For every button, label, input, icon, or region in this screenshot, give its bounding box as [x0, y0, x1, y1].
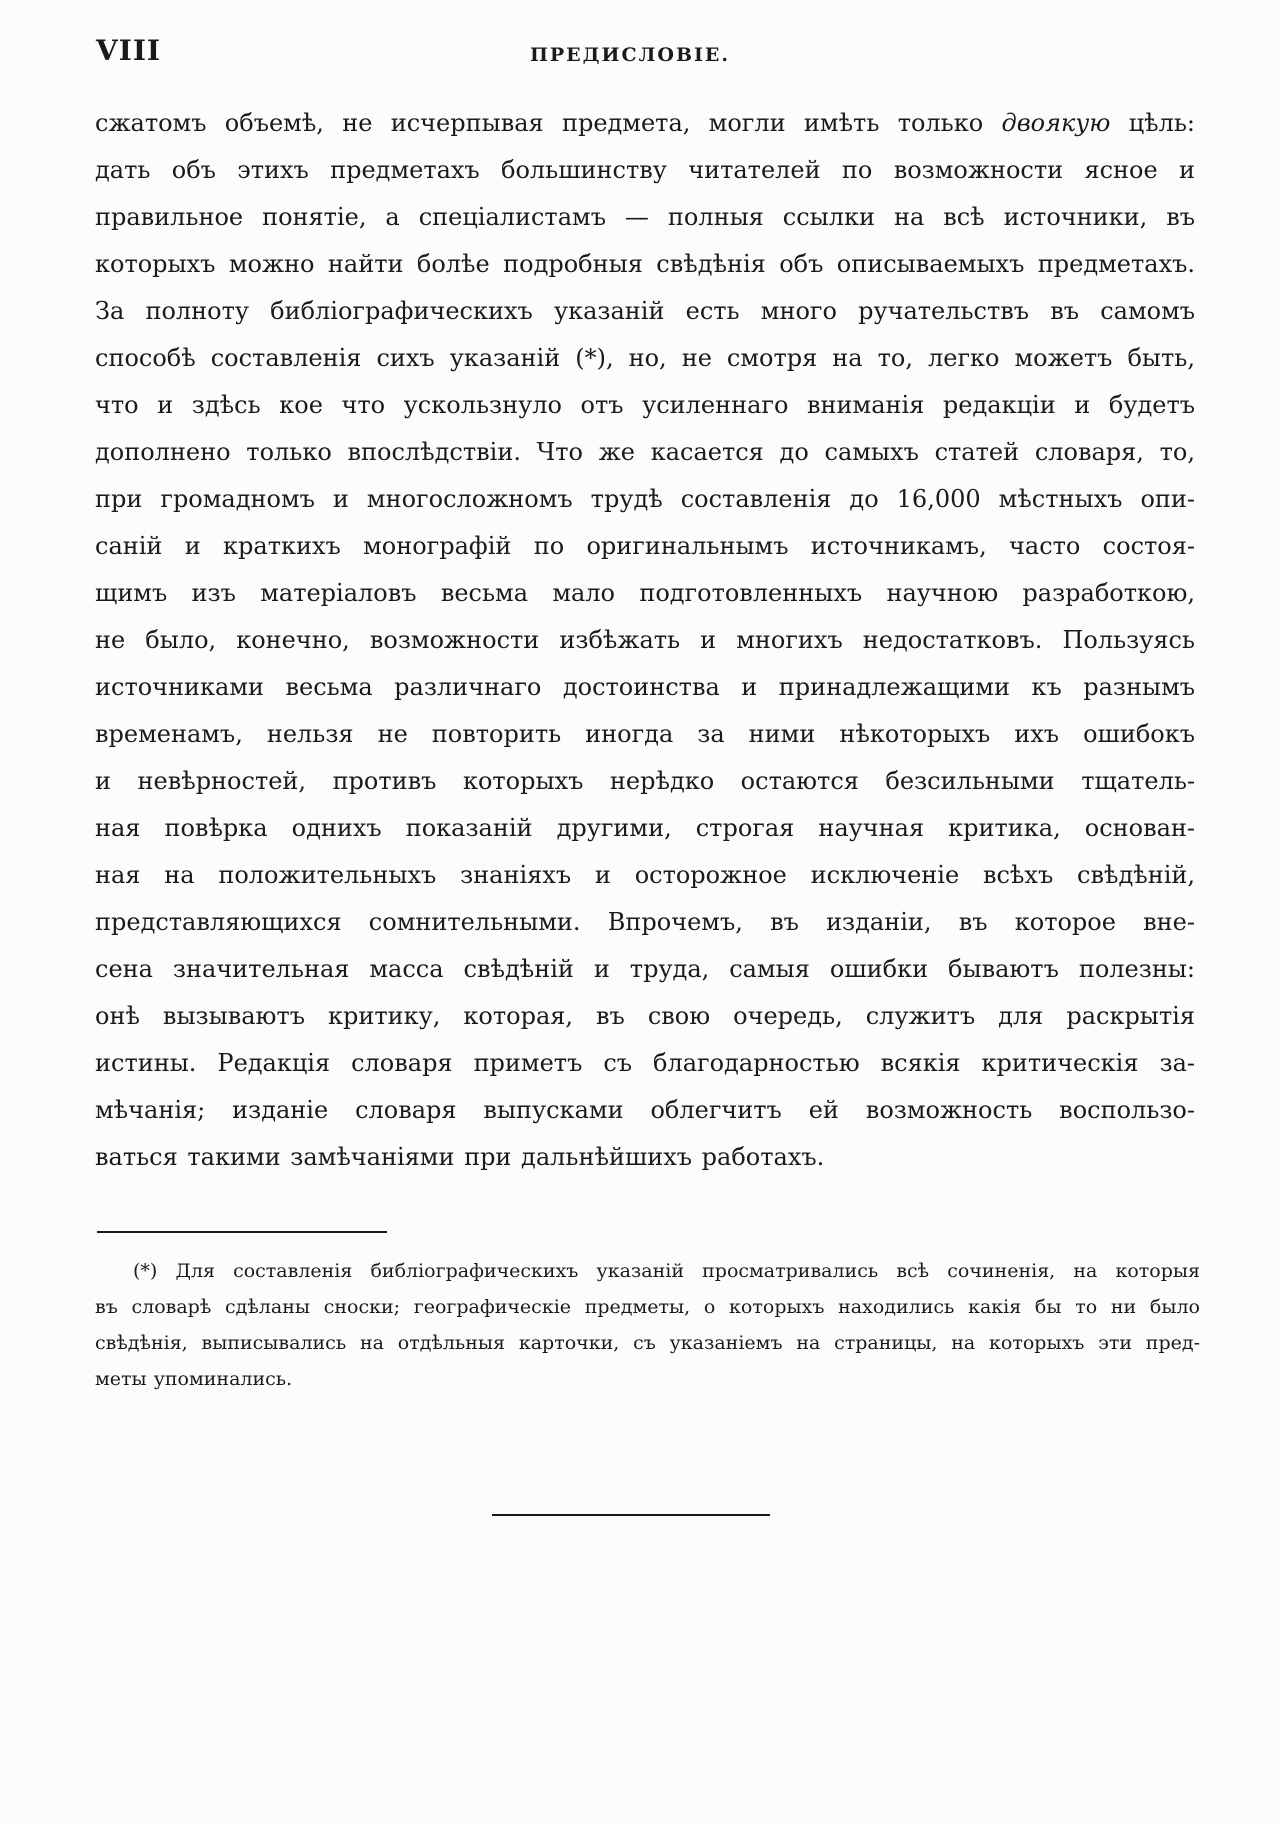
footnote-separator-rule: [97, 1231, 387, 1233]
footnote-line: меты упоминались.: [95, 1368, 293, 1390]
text-line: правильное понятіе, а спеціалистамъ — полныя ссылки на всѣ источники, въ: [95, 203, 1195, 231]
text-line: ная повѣрка однихъ показаній другими, строгая научная критика, основан-: [95, 814, 1195, 842]
text-line: дополнено только впослѣдствіи. Что же касается до самыхъ статей словаря, то,: [95, 438, 1195, 466]
text-line: [95, 100, 1195, 147]
text-line: сена значительная масса свѣдѣній и труда, самыя ошибки бываютъ полезны:: [95, 955, 1195, 983]
footnote-line: (*) Для составленія библіографическихъ указаній просматривались всѣ сочиненія, на которыя: [133, 1260, 1200, 1282]
text-line: что и здѣсь кое что ускользнуло отъ усиленнаго вниманія редакціи и будетъ: [95, 391, 1195, 419]
text-line: дать объ этихъ предметахъ большинству читателей по возможности ясное и: [95, 156, 1195, 184]
text-line: ная на положительныхъ знаніяхъ и осторожное исключеніе всѣхъ свѣдѣній,: [95, 861, 1195, 889]
text-segment: сжатомъ объемѣ, не исчерпывая предмета, могли имѣть только: [95, 109, 1002, 137]
footnote-line: въ словарѣ сдѣланы сноски; географическіе предметы, о которыхъ находились какія бы то ни было: [95, 1296, 1200, 1318]
text-line: мѣчанія; изданіе словаря выпусками облегчитъ ей возможность воспользо-: [95, 1096, 1195, 1124]
page-number: VIII: [96, 34, 162, 67]
text-line: ваться такими замѣчаніями при дальнѣйшихъ работахъ.: [95, 1143, 825, 1171]
text-line: онѣ вызываютъ критику, которая, въ свою очередь, служитъ для раскрытія: [95, 1002, 1195, 1030]
body-text: [95, 100, 1195, 1181]
text-line: представляющихся сомнительными. Впрочемъ, въ изданіи, въ которое вне-: [95, 908, 1195, 936]
text-line: не было, конечно, возможности избѣжать и многихъ недостатковъ. Пользуясь: [95, 626, 1195, 654]
text-line: За полноту библіографическихъ указаній есть много ручательствъ въ самомъ: [95, 297, 1195, 325]
text-segment: цѣль:: [1110, 109, 1195, 137]
footnote-line: свѣдѣнія, выписывались на отдѣльныя карточки, съ указаніемъ на страницы, на которыхъ эти пред-: [95, 1332, 1200, 1354]
section-end-rule: [492, 1514, 770, 1516]
text-line: которыхъ можно найти болѣе подробныя свѣдѣнія объ описываемыхъ предметахъ.: [95, 250, 1195, 278]
running-title: ПРЕДИСЛОВІЕ.: [529, 44, 731, 66]
text-line: саній и краткихъ монографій по оригинальнымъ источникамъ, часто состоя-: [95, 532, 1195, 560]
italic-phrase: двоякую: [1001, 109, 1111, 137]
text-line: истины. Редакція словаря приметъ съ благодарностью всякія критическія за-: [95, 1049, 1195, 1077]
text-line: и невѣрностей, противъ которыхъ нерѣдко остаются безсильными тщатель-: [95, 767, 1195, 795]
footnote: [95, 1253, 1200, 1397]
text-line: временамъ, нельзя не повторить иногда за ними нѣкоторыхъ ихъ ошибокъ: [95, 720, 1195, 748]
text-line: при громадномъ и многосложномъ трудѣ составленія до 16,000 мѣстныхъ опи-: [95, 485, 1195, 513]
text-line: источниками весьма различнаго достоинства и принадлежащими къ разнымъ: [95, 673, 1195, 701]
text-line: щимъ изъ матеріаловъ весьма мало подготовленныхъ научною разработкою,: [95, 579, 1195, 607]
text-line: способѣ составленія сихъ указаній (*), но, не смотря на то, легко можетъ быть,: [95, 344, 1195, 372]
